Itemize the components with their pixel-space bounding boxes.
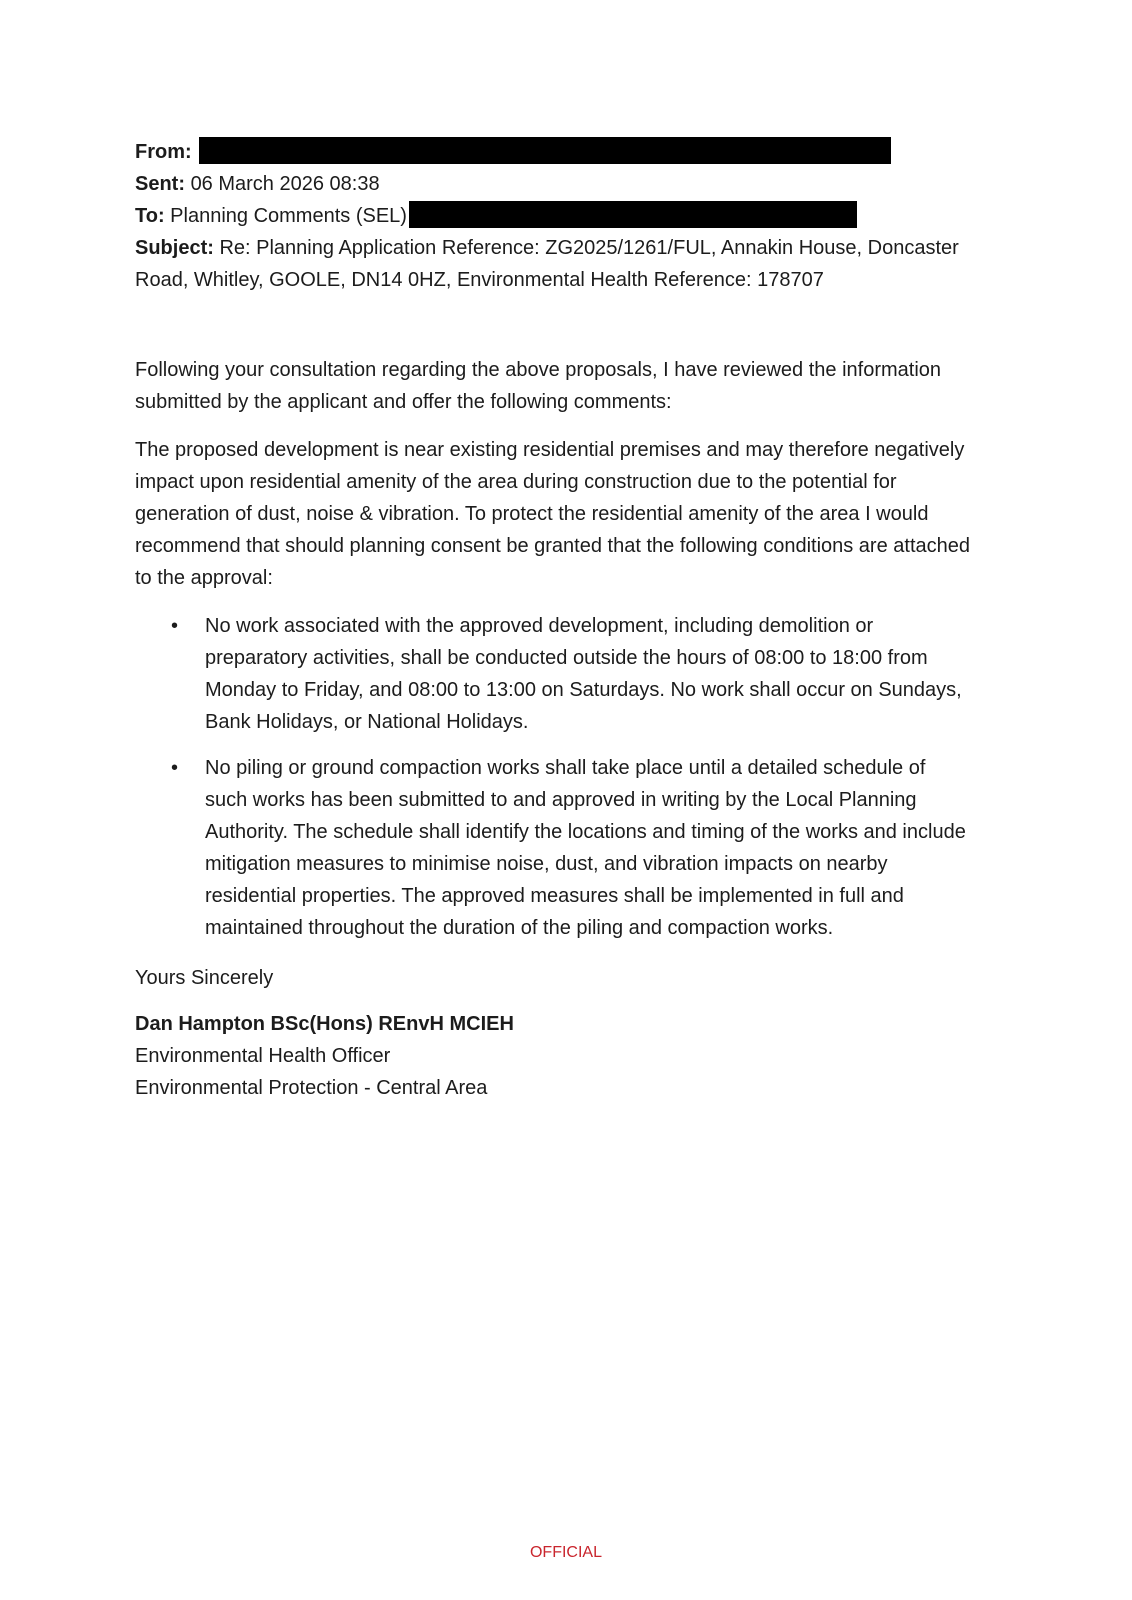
- signature-department: Environmental Protection - Central Area: [135, 1077, 488, 1099]
- to-redaction-bar: [409, 201, 857, 228]
- to-label: To:: [135, 205, 165, 227]
- signature-block: [135, 1008, 973, 1104]
- body-paragraph-2: The proposed development is near existing residential premises and may therefore negatively impact upon residential amenity of the area during construction due to the potential for generation of dust, noise & vibration. To protect the residential amenity of the area I would recommend that should planning consent be granted that the following conditions are attached to the approval:: [135, 439, 970, 589]
- email-content: [135, 136, 973, 1104]
- subject-value: Re: Planning Application Reference: ZG2025/1261/FUL, Annakin House, Doncaster Road, Whitley, GOOLE, DN14 0HZ, Environmental Health Reference: 178707: [135, 237, 959, 291]
- from-label: From:: [135, 141, 192, 163]
- list-item: [171, 752, 973, 944]
- conditions-list: [135, 610, 973, 944]
- subject-label: Subject:: [135, 237, 214, 259]
- condition-2-text: No piling or ground compaction works shall take place until a detailed schedule of such works has been submitted to and approved in writing by the Local Planning Authority. The schedule shall identify the locations and timing of the works and include mitigation measures to minimise noise, dust, and vibration impacts on nearby residential properties. The approved measures shall be implemented in full and maintained throughout the duration of the piling and compaction works.: [205, 757, 966, 939]
- header-sent-line: [135, 168, 973, 200]
- sent-label: Sent:: [135, 173, 185, 195]
- condition-1-text: No work associated with the approved development, including demolition or preparatory activities, shall be conducted outside the hours of 08:00 to 18:00 from Monday to Friday, and 08:00 to 13:00 on Saturdays. No work shall occur on Sundays, Bank Holidays, or National Holidays.: [205, 615, 962, 733]
- email-header-block: [135, 136, 973, 296]
- closing-line: Yours Sincerely: [135, 967, 274, 989]
- body-paragraph-1: Following your consultation regarding the above proposals, I have reviewed the information submitted by the applicant and offer the following comments:: [135, 359, 942, 413]
- signature-name: Dan Hampton BSc(Hons) REnvH MCIEH: [135, 1013, 514, 1035]
- header-from-line: [135, 136, 973, 168]
- header-subject-line: [135, 232, 973, 296]
- sent-value: 06 March 2026 08:38: [190, 173, 380, 195]
- from-redaction-bar: [199, 137, 891, 164]
- email-body: [135, 354, 973, 994]
- signature-title: Environmental Health Officer: [135, 1045, 391, 1067]
- official-classification-marking: OFFICIAL: [529, 1544, 602, 1561]
- header-to-line: [135, 200, 973, 232]
- to-value: Planning Comments (SEL): [170, 205, 407, 227]
- list-item: [171, 610, 973, 738]
